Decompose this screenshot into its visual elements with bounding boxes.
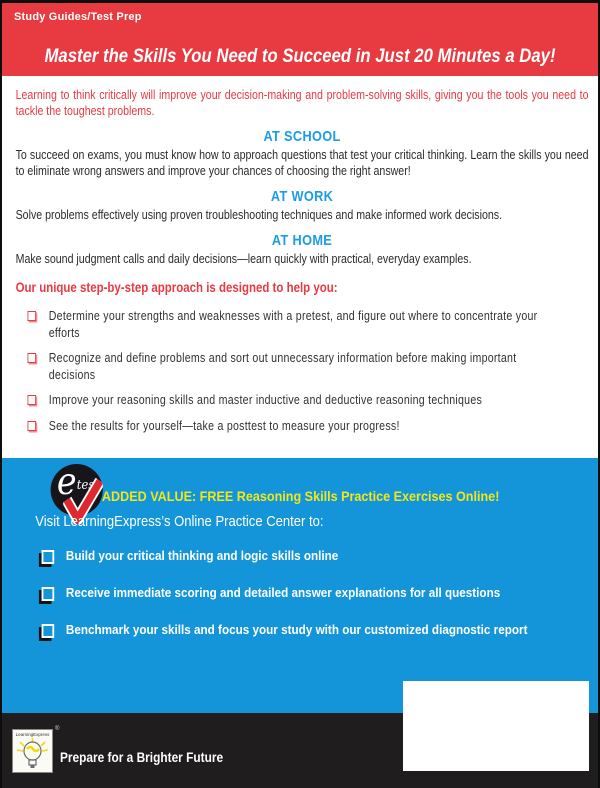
list-item bbox=[28, 418, 589, 435]
main-content bbox=[2, 77, 600, 443]
online-item-text: Receive immediate scoring and detailed answer explanations for all questions bbox=[65, 585, 501, 600]
list-item bbox=[28, 350, 589, 383]
list-item bbox=[38, 548, 338, 564]
approach-lead-in: Our unique step-by-step approach is designed to help you: bbox=[15, 280, 338, 295]
barcode-placeholder bbox=[403, 681, 589, 771]
list-item bbox=[38, 585, 500, 601]
learningexpress-logo bbox=[12, 729, 53, 773]
category-label: Study Guides/Test Prep bbox=[14, 11, 142, 23]
shadowed-square-bullet-icon bbox=[28, 311, 37, 321]
intro-paragraph: Learning to think critically will improve your decision-making and problem-solving skills, giving you the tools you need to tackle the toughest problems. bbox=[15, 88, 589, 118]
lightbulb-icon bbox=[13, 737, 52, 770]
online-item-text: Benchmark your skills and focus your study with our customized diagnostic report bbox=[65, 622, 528, 637]
online-practice-content bbox=[2, 458, 600, 713]
list-item bbox=[28, 392, 589, 409]
section-heading-work: AT WORK bbox=[270, 188, 334, 205]
visit-line: Visit LearningExpress’s Online Practice Center to: bbox=[35, 514, 324, 530]
bullet-text: Recognize and define problems and sort out unnecessary information before making important decisions bbox=[48, 351, 517, 382]
section-heading-school: AT SCHOOL bbox=[263, 128, 341, 145]
registered-trademark: ® bbox=[55, 726, 60, 732]
shadowed-square-bullet-icon bbox=[28, 353, 37, 363]
learningexpress-logo-text: LearningExpress bbox=[15, 732, 50, 737]
bullet-text: Improve your reasoning skills and master inductive and deductive reasoning techniques bbox=[48, 393, 483, 407]
section-heading-home: AT HOME bbox=[271, 232, 333, 249]
etest-e-letter: e bbox=[56, 460, 77, 503]
footer-tagline: Prepare for a Brighter Future bbox=[60, 750, 224, 765]
bullet-text: Determine your strengths and weaknesses with a pretest, and figure out where to concentrate your efforts bbox=[48, 309, 538, 340]
section-body-home: Make sound judgment calls and daily decisions—learn quickly with practical, everyday examples. bbox=[15, 252, 472, 266]
etest-logo bbox=[51, 460, 109, 520]
checkbox-icon bbox=[42, 550, 55, 564]
added-value-headline: ADDED VALUE: FREE Reasoning Skills Practice Exercises Online! bbox=[101, 488, 500, 504]
etest-test-label: test bbox=[76, 478, 100, 493]
section-body-work: Solve problems effectively using proven troubleshooting techniques and make informed work decisions. bbox=[15, 208, 503, 222]
online-practice-panel bbox=[2, 458, 598, 713]
header-banner bbox=[2, 3, 598, 76]
checkbox-icon bbox=[42, 624, 55, 638]
section-body-school: To succeed on exams, you must know how to approach questions that test your critical thinking. Learn the skills you need to eliminate wrong answers and improve your chances of choosing the right answer! bbox=[15, 148, 589, 178]
approach-bullet-list bbox=[28, 308, 589, 434]
bullet-text: See the results for yourself—take a posttest to measure your progress! bbox=[48, 418, 400, 433]
headline: Master the Skills You Need to Succeed in Just 20 Minutes a Day! bbox=[44, 46, 556, 67]
shadowed-square-bullet-icon bbox=[28, 421, 37, 431]
list-item bbox=[28, 308, 589, 341]
list-item bbox=[38, 622, 527, 638]
online-item-text: Build your critical thinking and logic skills online bbox=[65, 548, 339, 563]
checkbox-icon bbox=[42, 587, 55, 601]
shadowed-square-bullet-icon bbox=[28, 395, 37, 405]
